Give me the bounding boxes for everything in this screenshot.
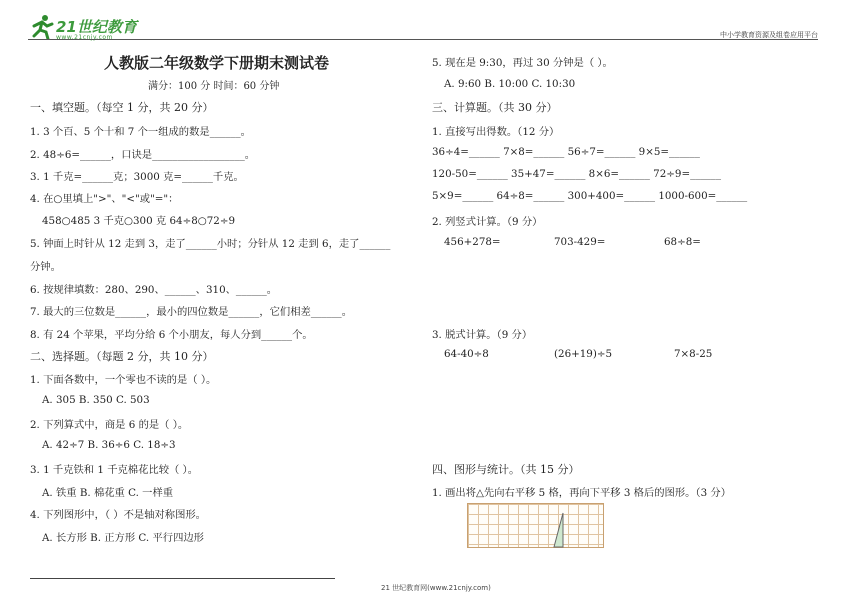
question-line: 分钟。: [30, 261, 61, 273]
page-title: 人教版二年级数学下册期末测试卷: [104, 54, 330, 72]
calc-row: 120-50=______ 35+47=______ 8×6=______ 72÷9=______: [432, 168, 721, 180]
calc-item: (26+19)÷5: [554, 348, 613, 360]
question-line: 8. 有 24 个苹果，平均分给 6 个小朋友，每人分到______个。: [30, 329, 313, 341]
question-line: 5. 钟面上时针从 12 走到 3，走了______小时；分针从 12 走到 6，走了______: [30, 238, 391, 250]
question-line: 1. 下面各数中，一个零也不读的是（ ）。: [30, 374, 217, 386]
question-line: 2. 列竖式计算。（9 分）: [432, 216, 543, 228]
site-name: 中小学教育资源及组卷应用平台: [720, 31, 818, 39]
calc-row: 5×9=______ 64÷8=______ 300+400=______ 1000-600=______: [432, 190, 748, 202]
calc-item: 64-40÷8: [444, 348, 489, 360]
question-line: 458○485 3 千克○300 克 64÷8○72÷9: [42, 215, 236, 227]
calc-item: 703-429=: [554, 236, 606, 248]
section-heading: 三、计算题。（共 30 分）: [432, 101, 558, 114]
runner-icon: [30, 14, 54, 40]
question-line: 4. 在○里填上">"、"<"或"="：: [30, 193, 179, 205]
question-line: 3. 脱式计算。（9 分）: [432, 329, 533, 341]
options-line: A. 305 B. 350 C. 503: [42, 394, 150, 406]
footer-text: 21 世纪教育网(www.21cnjy.com): [381, 584, 491, 592]
question-line: 1. 画出将△先向右平移 5 格，再向下平移 3 格后的图形。（3 分）: [432, 487, 732, 499]
options-line: A. 长方形 B. 正方形 C. 平行四边形: [42, 532, 204, 544]
question-line: 1. 3 个百、5 个十和 7 个一组成的数是______。: [30, 126, 251, 138]
section-heading: 一、填空题。（每空 1 分，共 20 分）: [30, 101, 214, 114]
question-line: 4. 下列图形中，（ ）不是轴对称图形。: [30, 509, 206, 521]
triangle-shape: [553, 512, 565, 548]
logo-text: 21世纪教育: [56, 18, 137, 36]
header-divider: [28, 39, 818, 40]
logo-url: www.21cnjy.com: [56, 34, 113, 41]
question-line: 3. 1 千克=______克；3000 克=______千克。: [30, 171, 244, 183]
options-line: A. 9:60 B. 10:00 C. 10:30: [444, 78, 576, 90]
calc-row: 36÷4=______ 7×8=______ 56÷7=______ 9×5=______: [432, 146, 700, 158]
section-heading: 二、选择题。（每题 2 分，共 10 分）: [30, 350, 214, 363]
calc-item: 7×8-25: [674, 348, 713, 360]
question-line: 5. 现在是 9:30，再过 30 分钟是（ ）。: [432, 57, 613, 69]
footer-divider: [30, 578, 335, 579]
question-line: 1. 直接写出得数。（12 分）: [432, 126, 560, 138]
exam-meta: 满分：100 分 时间：60 分钟: [148, 81, 280, 92]
question-line: 2. 48÷6=______，口诀是__________________。: [30, 149, 256, 161]
question-line: 3. 1 千克铁和 1 千克棉花比较（ ）。: [30, 464, 199, 476]
translation-grid: [467, 503, 604, 548]
calc-item: 456+278=: [444, 236, 501, 248]
question-line: 7. 最大的三位数是______，最小的四位数是______，它们相差______。: [30, 306, 353, 318]
question-line: 6. 按规律填数：280、290、______、310、______。: [30, 284, 278, 296]
question-line: 2. 下列算式中，商是 6 的是（ ）。: [30, 419, 189, 431]
calc-item: 68÷8=: [664, 236, 701, 248]
section-heading: 四、图形与统计。（共 15 分）: [432, 463, 580, 476]
options-line: A. 铁重 B. 棉花重 C. 一样重: [42, 487, 174, 499]
options-line: A. 42÷7 B. 36÷6 C. 18÷3: [42, 439, 176, 451]
